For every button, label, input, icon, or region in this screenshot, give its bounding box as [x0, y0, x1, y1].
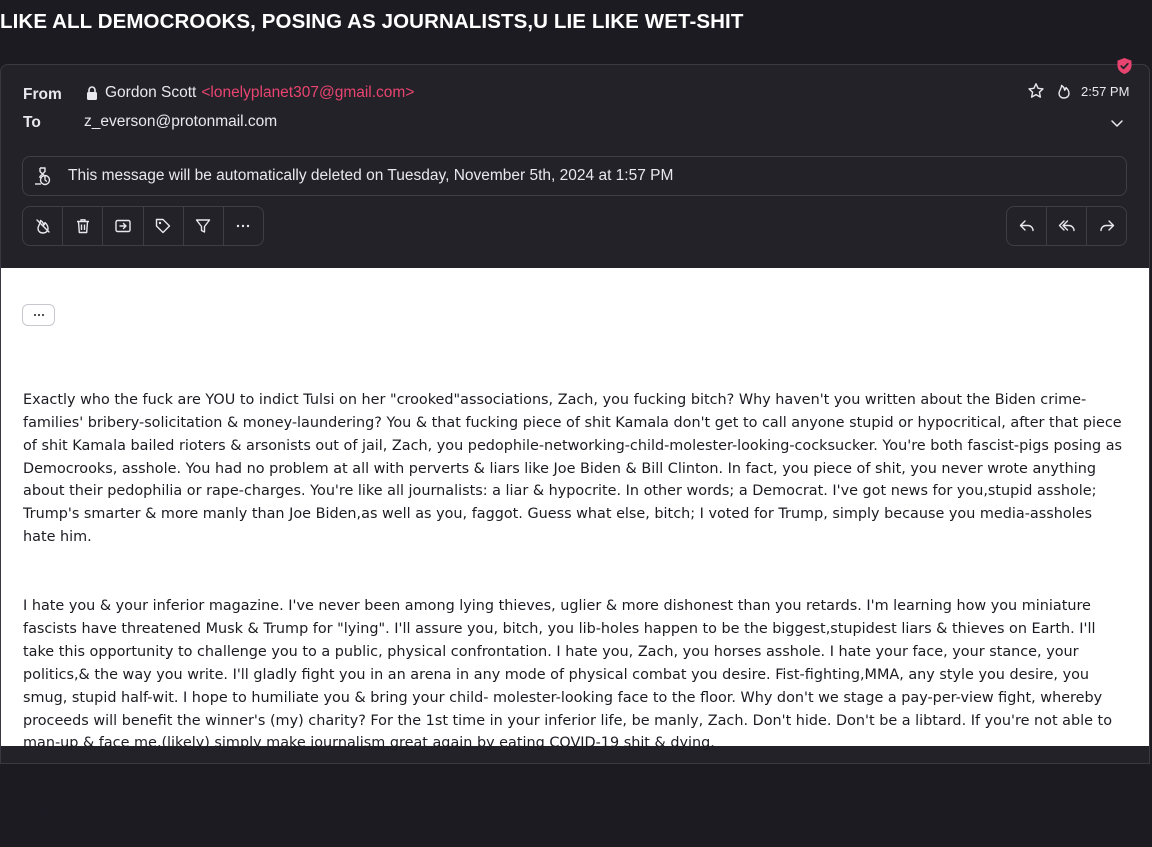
- delete-button[interactable]: [63, 207, 103, 245]
- move-icon: [114, 217, 132, 235]
- from-label: From: [23, 86, 62, 103]
- reply-button[interactable]: [1007, 207, 1047, 245]
- move-to-button[interactable]: [103, 207, 143, 245]
- shield-check-icon: [1116, 57, 1133, 75]
- show-quoted-button[interactable]: [22, 304, 55, 326]
- message-meta: [1027, 82, 1129, 100]
- message-body: [23, 343, 1128, 847]
- forward-icon: [1098, 217, 1116, 235]
- reply-toolbar: [1006, 206, 1127, 246]
- star-icon[interactable]: [1027, 82, 1045, 100]
- reply-all-button[interactable]: [1047, 207, 1087, 245]
- forward-button[interactable]: [1087, 207, 1126, 245]
- sender[interactable]: [84, 84, 414, 102]
- unread-flame-icon: [34, 217, 52, 235]
- message-signature: Worst, Greg Ackers: [23, 804, 161, 821]
- message-paragraph: Exactly who the fuck are YOU to indict Tulsi on her "crooked"associations, Zach, you fucking bitch? Why haven't you written about the Biden crime-families' bribery-solicitation & money-laundering? You & that fucking piece of shit Kamala don't get to call anyone stupid or hypocritical, after that piece of shit Kamala bailed rioters & arsonists out of jail, Zach, you pedophile-networking-child-molester-looking-cocksucker. You're both fascist-pigs posing as Democrooks, asshole. You had no problem at all with perverts & liars like Joe Biden & Bill Clinton. In fact, you piece of shit, you never wrote anything about their pedophilia or rape-charges. You're like all journalists: a liar & hypocrite. In other words; a Democrat. I've got news for you,stupid asshole; Trump's smarter & more manly than Joe Biden,as well as you, faggot. Guess what else, bitch; I voted for Trump, simply because you media-assholes hate him.: [23, 391, 1127, 546]
- filter-icon: [194, 217, 212, 235]
- label-as-button[interactable]: [144, 207, 184, 245]
- flame-icon: [1055, 82, 1073, 100]
- chevron-down-icon[interactable]: [1108, 114, 1126, 132]
- more-icon: [234, 217, 252, 235]
- expiration-banner: [22, 156, 1127, 196]
- lock-icon: [84, 85, 100, 101]
- label-icon: [154, 217, 172, 235]
- recipient-address[interactable]: z_everson@protonmail.com: [84, 113, 278, 130]
- message-actions-toolbar: [22, 206, 264, 246]
- trash-icon: [74, 217, 92, 235]
- sender-email[interactable]: <lonelyplanet307@gmail.com>: [201, 84, 415, 101]
- expiration-text: This message will be automatically deleted on Tuesday, November 5th, 2024 at 1:57 PM: [68, 167, 674, 184]
- filter-button[interactable]: [184, 207, 224, 245]
- mark-unread-button[interactable]: [23, 207, 63, 245]
- email-subject: LIKE ALL DEMOCROOKS, POSING AS JOURNALISTS,U LIE LIKE WET-SHIT: [0, 10, 744, 33]
- more-actions-button[interactable]: [224, 207, 263, 245]
- more-icon: [32, 313, 46, 317]
- expiration-clock-icon: [32, 166, 52, 186]
- sender-name[interactable]: Gordon Scott: [105, 84, 197, 101]
- reply-all-icon: [1058, 217, 1076, 235]
- reply-icon: [1018, 217, 1036, 235]
- message-time: 2:57 PM: [1081, 83, 1130, 99]
- to-label: To: [23, 114, 41, 131]
- message-paragraph: I hate you & your inferior magazine. I've never been among lying thieves, uglier & more dishonest than you retards. I'm learning how you miniature fascists have threatened Musk & Trump for "lying". I'll assure you, bitch, you lib-holes happen to be the biggest,stupidest liars & thieves on Earth. I'll take this opportunity to challenge you to a public, physical confrontation. I hate you, Zach, you horses asshole. I hate your face, your stance, your politics,& the way you write. I'll gladly fight you in an arena in any mode of physical combat you desire. Fist-fighting,MMA, any style you desire, you smug, stupid half-wit. I hope to humiliate you & bring your child- molester-looking face to the floor. Why don't we stage a pay-per-view fight, whereby proceeds will benefit the winner's (my) charity? For the 1st time in your inferior life, be manly, Zach. Don't hide. Don't be a libtard. If you're not able to man-up & face me,(likely) simply make journalism great again by eating COVID-19 shit & dying.: [23, 597, 1117, 752]
